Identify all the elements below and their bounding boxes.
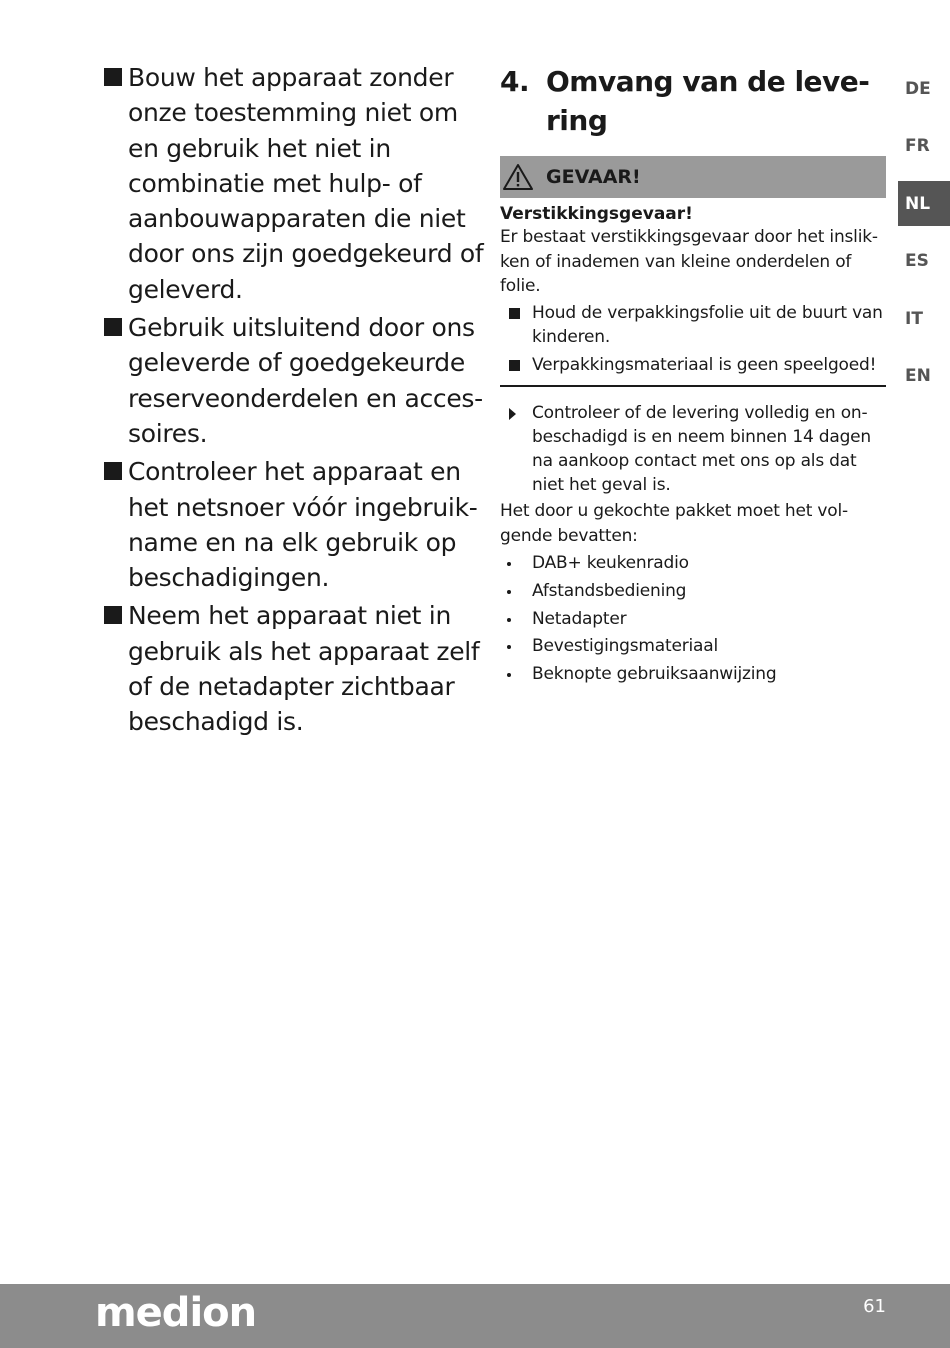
dot-bullet-icon: [507, 618, 511, 622]
square-bullet-icon: [104, 68, 122, 86]
warning-subtitle: Verstikkingsgevaar!: [500, 204, 693, 224]
triangle-bullet-icon: [509, 408, 516, 420]
language-tab-en[interactable]: EN: [905, 366, 931, 386]
language-tab-nl[interactable]: NL: [898, 181, 950, 226]
square-bullet-icon: [104, 606, 122, 624]
square-bullet-icon: [509, 308, 520, 319]
section-title: Omvang van de levering: [546, 65, 870, 137]
warning-triangle-icon: [502, 163, 534, 191]
square-bullet-icon: [509, 360, 520, 371]
list-item: Bouw het apparaat zonder onze toestemming niet om en gebruik het niet in combinatie met hulp- of aanbouwapparaten die niet door ons zijn goedgekeurd of geleverd.: [104, 60, 484, 307]
list-item: Gebruik uitsluitend door ons geleverde of goedgekeurde reserveonderdelen en accessoires.: [104, 310, 484, 451]
warning-bar: [500, 156, 886, 198]
language-tab-de[interactable]: DE: [905, 78, 931, 99]
package-intro: Het door u gekochte pakket moet het volgende bevatten:: [500, 501, 849, 546]
dot-bullet-icon: [507, 562, 511, 566]
section-heading: [500, 62, 886, 140]
dot-bullet-icon: [507, 590, 511, 594]
list-item: Netadapter: [500, 607, 886, 631]
square-bullet-icon: [104, 318, 122, 336]
left-column: [104, 60, 484, 743]
warning-text: Er bestaat verstikkingsgevaar door het inslikken of inademen van kleine onderdelen of folie.: [500, 227, 879, 296]
language-tab-es[interactable]: ES: [905, 251, 929, 271]
dot-bullet-icon: [507, 673, 511, 677]
section-number: 4.: [500, 65, 530, 98]
package-list: [500, 551, 886, 686]
warning-label: GEVAAR!: [546, 166, 641, 188]
instruction-item: Controleer of de levering volledig en onbeschadigd is en neem binnen 14 dagen na aankoop contact met ons op als dat niet het geval is.: [500, 401, 886, 497]
language-tab-fr[interactable]: FR: [905, 136, 930, 156]
page-number: 61: [863, 1296, 886, 1317]
warning-list: [500, 301, 886, 383]
list-item: Bevestigingsmateriaal: [500, 634, 886, 658]
list-item: DAB+ keukenradio: [500, 551, 886, 575]
divider: [500, 385, 886, 388]
list-item: Houd de verpakkingsfolie uit de buurt van kinderen.: [500, 301, 886, 349]
right-column: [500, 62, 886, 690]
square-bullet-icon: [104, 462, 122, 480]
medion-logo: medion: [95, 1290, 257, 1336]
list-item: Beknopte gebruiksaanwijzing: [500, 662, 886, 686]
dot-bullet-icon: [507, 645, 511, 649]
language-tabs: [898, 66, 950, 411]
language-tab-it[interactable]: IT: [905, 308, 923, 329]
list-item: Verpakkingsmateriaal is geen speelgoed!: [500, 353, 886, 377]
list-item: Controleer het apparaat en het netsnoer vóór ingebruikname en na elk gebruik op beschadigingen.: [104, 454, 484, 595]
page-footer: [0, 1284, 950, 1348]
list-item: Afstandsbediening: [500, 579, 886, 603]
list-item: Neem het apparaat niet in gebruik als het apparaat zelf of de netadapter zichtbaar beschadigd is.: [104, 598, 484, 739]
